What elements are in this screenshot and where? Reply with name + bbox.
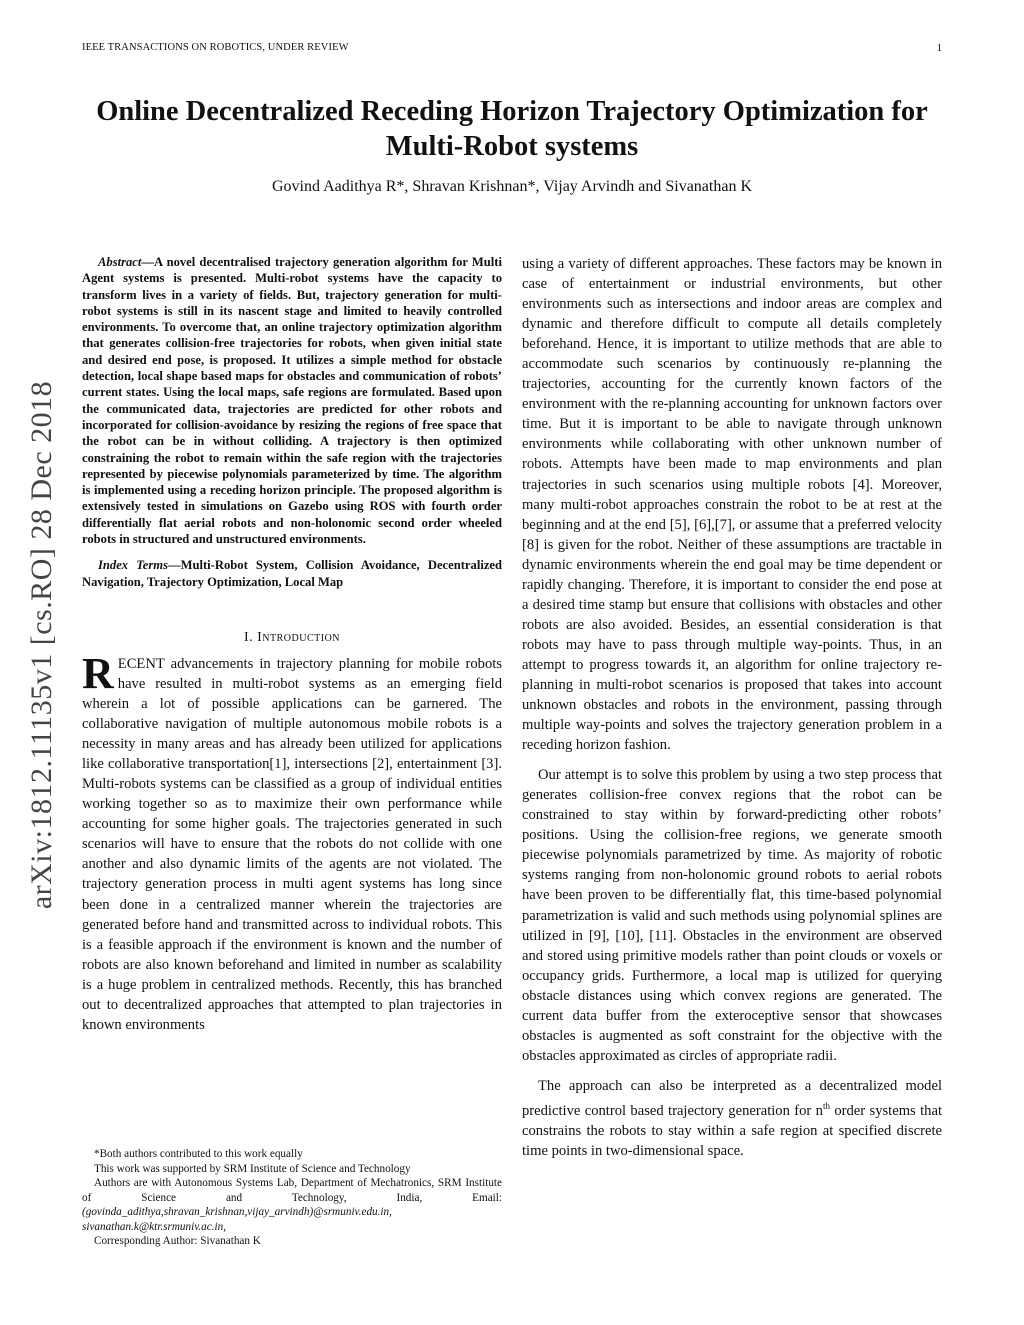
intro-paragraph bbox=[82, 648, 502, 1035]
affiliation-end: , bbox=[223, 1220, 227, 1233]
index-terms-text: —Multi-Robot System, Collision Avoidance, Decentralized Navigation, Trajectory Optimization, Local Map bbox=[82, 558, 502, 589]
abstract bbox=[82, 254, 502, 547]
index-terms-label: Index Terms bbox=[98, 558, 168, 573]
footnotes bbox=[82, 1147, 502, 1249]
drop-cap: R bbox=[82, 648, 114, 698]
footnote-equal-contribution: *Both authors contributed to this work equally bbox=[94, 1148, 303, 1160]
page-number: 1 bbox=[936, 42, 942, 54]
paragraph-1: using a variety of different approaches. These factors may be known in case of entertainment or industrial environments, but other environments such as intersections and indoor areas are complex and dynamic and therefore difficult to compute all details completely beforehand. Hence, it is important to utilize methods that are able to accommodate such scenarios by continuously re-planning the trajectories, accounting for the currently known factors of the environment with the re-planning accounting for unknown factors over time. But it is important to be able to navigate through unknown environments while collaborating with other unknown number of robots. Attempts have been made to map environments and plan trajectories in such scenarios using multiple robots [4]. Moreover, many multi-robot approaches constrain the robot to be at rest at the beginning and at the end [5], [6],[7], or assume that a preferred velocity [8] is given for the robot. Neither of these assumptions are tractable in dynamic environments wherein the end goal may be time dependent or rapidly changing. Therefore, it is important to consider the end pose at a desired time stamp but ensure that collisions with obstacles and other robots are also avoided. Besides, an essential consideration is that robots may have to pass through multiple way-points. Thus, in an attempt to progress towards it, an algorithm for online trajectory re-planning in multi-robot scenarios is proposed that takes into account unknown obstacles and robots in the environment, passing through multiple way-points and solves the trajectory generation problem in a receding horizon fashion. bbox=[522, 256, 942, 754]
paragraph-3-text-b: order systems that constrains the robots to stay within a safe region at specified discrete time points in two-dimensional space. bbox=[522, 1102, 942, 1159]
title-line-2: Multi-Robot systems bbox=[385, 131, 639, 162]
right-column bbox=[522, 254, 942, 1171]
section-title: Introduction bbox=[257, 629, 341, 645]
arxiv-stamp-container bbox=[22, 350, 62, 940]
section-heading-introduction bbox=[82, 630, 502, 646]
running-header: IEEE TRANSACTIONS ON ROBOTICS, UNDER REVIEW bbox=[82, 42, 349, 53]
affiliation-text: Authors are with Autonomous Systems Lab, Department of Mechatronics, SRM Institute of Science and Technology, India, Email: bbox=[82, 1177, 502, 1204]
arxiv-stamp: arXiv:1812.11135v1 [cs.RO] 28 Dec 2018 bbox=[25, 380, 58, 910]
email-addresses: (govinda_adithya,shravan_krishnan,vijay_arvindh)@srmuniv.edu.in, sivanathan.k@ktr.srmuniv.ac.in bbox=[82, 1206, 392, 1233]
abstract-label: Abstract bbox=[98, 255, 142, 269]
section-numeral: I. bbox=[243, 629, 258, 645]
paragraph-3-text-a: The approach can also be interpreted as a decentralized model predictive control based trajectory generation for n bbox=[522, 1077, 942, 1119]
left-column bbox=[82, 254, 502, 1035]
footnote-funding: This work was supported by SRM Institute of Science and Technology bbox=[94, 1162, 411, 1175]
title-line-1: Online Decentralized Receding Horizon Trajectory Optimization for bbox=[96, 96, 928, 127]
footnote-corresponding-author: Corresponding Author: Sivanathan K bbox=[94, 1235, 261, 1247]
author-list: Govind Aadithya R*, Shravan Krishnan*, Vijay Arvindh and Sivanathan K bbox=[271, 178, 752, 195]
paper-title bbox=[60, 94, 964, 164]
paragraph-3 bbox=[522, 1076, 942, 1161]
superscript-th: th bbox=[822, 1100, 830, 1111]
intro-text: ECENT advancements in trajectory planning for mobile robots have resulted in multi-robot systems as an emerging field wherein a lot of possible applications can be garnered. The collaborative navigation of multiple autonomous mobile robots is a necessity in many areas and has already been utilized for applications like collaborative transportation[1], intersections [2], entertainment [3]. Multi-robots systems can be classified as a group of individual entities working together so as to maximize their own performance while accounting for some higher goals. The trajectories generated in such scenarios will have to ensure that the robots do not collide with one another and also dynamic limits of the agents are not violated. The trajectory generation process in multi agent systems has long since been done in a centralized manner wherein the trajectories are generated before hand and transmitted across to individual robots. This is a feasible approach if the environment is known and the number of robots are also known beforehand and limited in number as scalability is a huge problem in centralized methods. Recently, this has branched out to decentralized approaches that attempted to plan trajectories in known environments bbox=[82, 655, 502, 1033]
abstract-text: —A novel decentralised trajectory generation algorithm for Multi Agent systems is presented. Multi-robot systems have the capacity to transform lives in a variety of fields. But, trajectory generation for multi-robot systems is still in its nascent stage and limited to heavily controlled environments. To overcome that, an online trajectory optimization algorithm that generates collision-free trajectories for robots, when given initial state and desired end pose, is proposed. It utilizes a simple method for obstacle detection, local shape based maps for obstacles and communication of robots’ current states. Using the local maps, safe regions are formulated. Based upon the communicated data, trajectories are predicted for other robots and incorporated for collision-avoidance by resizing the regions of free space that the robot can be in without colliding. A trajectory is then optimized constraining the robot to remain within the safe region with the trajectories represented by piecewise polynomials parameterized by time. The algorithm is implemented using a receding horizon principle. The proposed algorithm is extensively tested in simulations on Gazebo using ROS with fourth order differentially flat aerial robots and non-holonomic second order wheeled robots in structured and unstructured environments. bbox=[82, 255, 502, 547]
index-terms bbox=[82, 557, 502, 590]
paragraph-2: Our attempt is to solve this problem by using a two step process that generates collision-free convex regions that the robot can be constrained to stay within by forward-predicting other robots’ positions. Using the collision-free regions, we generate smooth piecewise polynomials parametrized by time. As majority of robotic systems ranging from non-holonomic ground robots to aerial robots have been proven to be differentially flat, this time-based polynomial parametrization is valid and such methods using polynomial splines are utilized in [9], [10], [11]. Obstacles in the environment are observed and stored using primitive models rather than point clouds or voxels or occupancy grids. Furthermore, a local map is utilized for querying obstacle distances using which convex regions are generated. The current data buffer from the exteroceptive sensor that showcases obstacles is augmented as soft constraint for the objective with the obstacles approximated as circles of appropriate radii. bbox=[522, 767, 942, 1064]
footnote-affiliation bbox=[82, 1176, 502, 1234]
